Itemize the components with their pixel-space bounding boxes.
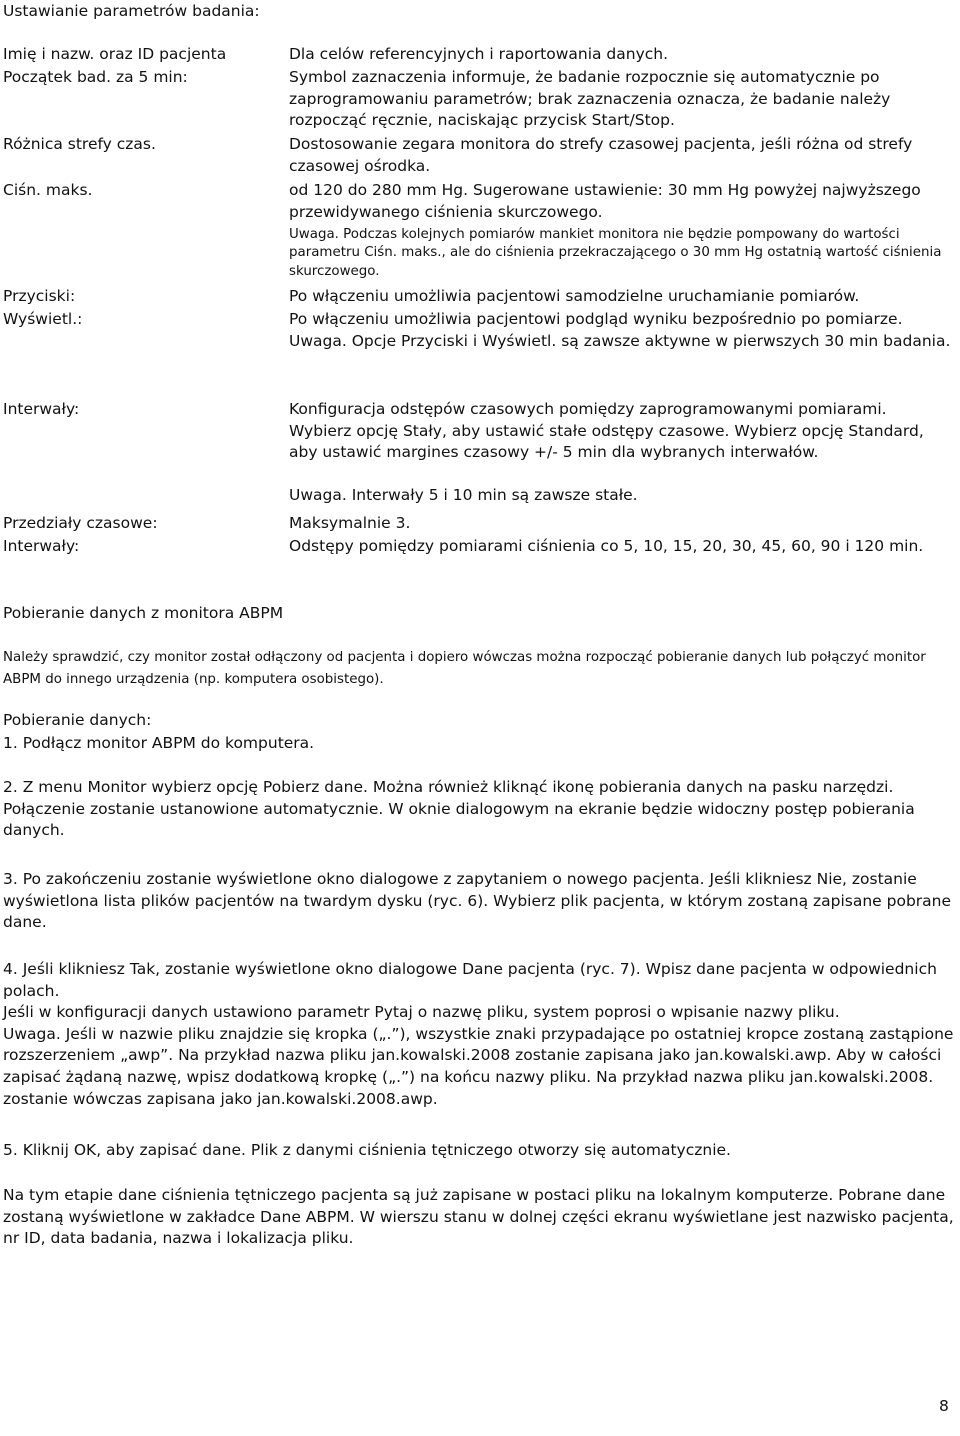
download-step-5: 5. Kliknij OK, aby zapisać dane. Plik z danymi ciśnienia tętniczego otworzy się automatycznie. <box>3 1141 731 1159</box>
param-label: Przyciski: <box>3 287 76 305</box>
param-desc: Dla celów referencyjnych i raportowania danych. <box>289 45 669 63</box>
download-step-3: 3. Po zakończeniu zostanie wyświetlone okno dialogowe z zapytaniem o nowego pacjenta. Jeśli klikniesz Nie, zostanie wyświetlona lista plików pacjentów na twardym dysku (ryc. 6). Wybierz plik pacjenta, w którym zostaną zapisane pobrane dane. <box>3 870 952 932</box>
param-desc: Po włączeniu umożliwia pacjentowi podgląd wyniku bezpośrednio po pomiarze. Uwaga. Opcje Przyciski i Wyświetl. są zawsze aktywne w pierwszych 30 min badania. <box>289 309 953 352</box>
param-note: Uwaga. Podczas kolejnych pomiarów mankiet monitora nie będzie pompowany do wartości parametru Ciśn. maks., ale do ciśnienia przekraczającego o 30 mm Hg ostatnią wartość ciśnienia skurczowego. <box>289 227 942 279</box>
download-step-4-note: Uwaga. Jeśli w nazwie pliku znajdzie się kropka („.”), wszystkie znaki przypadające po ostatniej kropce zostaną zastąpione rozszerzeniem „awp”. Na przykład nazwa pliku jan.kowalski.2008 zostanie zapisana jako jan.kowalski.awp. Aby w całości zapisać żądaną nazwę, wpisz dodatkową kropkę („.”) na końcu nazwy pliku. Na przykład nazwa pliku jan.kowalski.2008. zostanie wówczas zapisana jako jan.kowalski.2008.awp. <box>3 1024 954 1108</box>
section-title-parameters: Ustawianie parametrów badania: <box>3 2 260 20</box>
download-step-2: 2. Z menu Monitor wybierz opcję Pobierz dane. Można również kliknąć ikonę pobierania danych na pasku narzędzi. Połączenie zostanie ustanowione automatycznie. W oknie dialogowym na ekranie będzie widoczny postęp pobierania danych. <box>3 778 915 840</box>
param-label: Różnica strefy czas. <box>3 135 156 153</box>
download-step-4: 4. Jeśli klikniesz Tak, zostanie wyświetlone okno dialogowe Dane pacjenta (ryc. 7). Wpisz dane pacjenta w odpowiednich polach. Jeśli w konfiguracji danych ustawiono parametr Pytaj o nazwę pliku, system poprosi o wpisanie nazwy pliku. Uwaga. Jeśli w nazwie pliku znajdzie się kropka („.”), wszystkie znaki przypadające po ostatniej kropce zostaną zastąpione rozszerzeniem „awp”. Na przykład nazwa pliku jan.kowalski.2008 zostanie zapisana jako jan.kowalski.awp. Aby w całości zapisać żądaną nazwę, wpisz dodatkową kropkę („.”) na końcu nazwy pliku. Na przykład nazwa pliku jan.kowalski.2008. zostanie wówczas zapisana jako jan.kowalski.2008.awp. <box>3 959 955 1110</box>
param-label: Początek bad. za 5 min: <box>3 68 188 86</box>
param-label: Interwały: <box>3 400 80 418</box>
param-label: Ciśn. maks. <box>3 181 93 199</box>
section-title-download: Pobieranie danych z monitora ABPM <box>3 604 284 622</box>
param-desc: Symbol zaznaczenia informuje, że badanie rozpocznie się automatycznie po zaprogramowaniu parametrów; brak zaznaczenia oznacza, że badanie należy rozpocząć ręcznie, naciskając przycisk Start/Stop. <box>289 68 891 130</box>
param-label: Wyświetl.: <box>3 310 83 328</box>
download-intro: Należy sprawdzić, czy monitor został odłączony od pacjenta i dopiero wówczas można rozpocząć pobieranie danych lub połączyć monitor ABPM do innego urządzenia (np. komputera osobistego). <box>3 650 926 687</box>
page-number: 8 <box>939 1397 949 1415</box>
download-step-4-extra: Jeśli w konfiguracji danych ustawiono parametr Pytaj o nazwę pliku, system poprosi o wpisanie nazwy pliku. <box>3 1003 840 1022</box>
param-desc: Odstępy pomiędzy pomiarami ciśnienia co 5, 10, 15, 20, 30, 45, 60, 90 i 120 min. <box>289 537 924 555</box>
download-step-1: 1. Podłącz monitor ABPM do komputera. <box>3 734 315 752</box>
param-desc: Maksymalnie 3. <box>289 514 411 532</box>
param-label: Przedziały czasowe: <box>3 514 158 532</box>
param-note: Uwaga. Opcje Przyciski i Wyświetl. są zawsze aktywne w pierwszych 30 min badania. <box>289 331 951 350</box>
download-closing: Na tym etapie dane ciśnienia tętniczego pacjenta są już zapisane w postaci pliku na lokalnym komputerze. Pobrane dane zostaną wyświetlone w zakładce Dane ABPM. W wierszu stanu w dolnej części ekranu wyświetlane jest nazwisko pacjenta, nr ID, data badania, nazwa i lokalizacja pliku. <box>3 1186 954 1248</box>
param-label: Interwały: <box>3 537 80 555</box>
param-label: Imię i nazw. oraz ID pacjenta <box>3 45 227 63</box>
param-note: Uwaga. Interwały 5 i 10 min są zawsze stałe. <box>289 486 638 505</box>
param-desc: Po włączeniu umożliwia pacjentowi samodzielne uruchamianie pomiarów. <box>289 287 860 305</box>
param-desc: Konfiguracja odstępów czasowych pomiędzy zaprogramowanymi pomiarami. Wybierz opcję Stały, aby ustawić stałe odstępy czasowe. Wybierz opcję Standard, aby ustawić margines czasowy +/- 5 min dla wybranych interwałów. Uwaga. Interwały 5 i 10 min są zawsze stałe. <box>289 399 953 507</box>
param-desc: Dostosowanie zegara monitora do strefy czasowej pacjenta, jeśli różna od strefy czasowej ośrodka. <box>289 135 913 175</box>
download-steps-title: Pobieranie danych: <box>3 711 152 729</box>
param-desc: od 120 do 280 mm Hg. Sugerowane ustawienie: 30 mm Hg powyżej najwyższego przewidywanego ciśnienia skurczowego. Uwaga. Podczas kolejnych pomiarów mankiet monitora nie będzie pompowany do wartości parametru Ciśn. maks., ale do ciśnienia przekraczającego o 30 mm Hg ostatnią wartość ciśnienia skurczowego. <box>289 180 953 281</box>
